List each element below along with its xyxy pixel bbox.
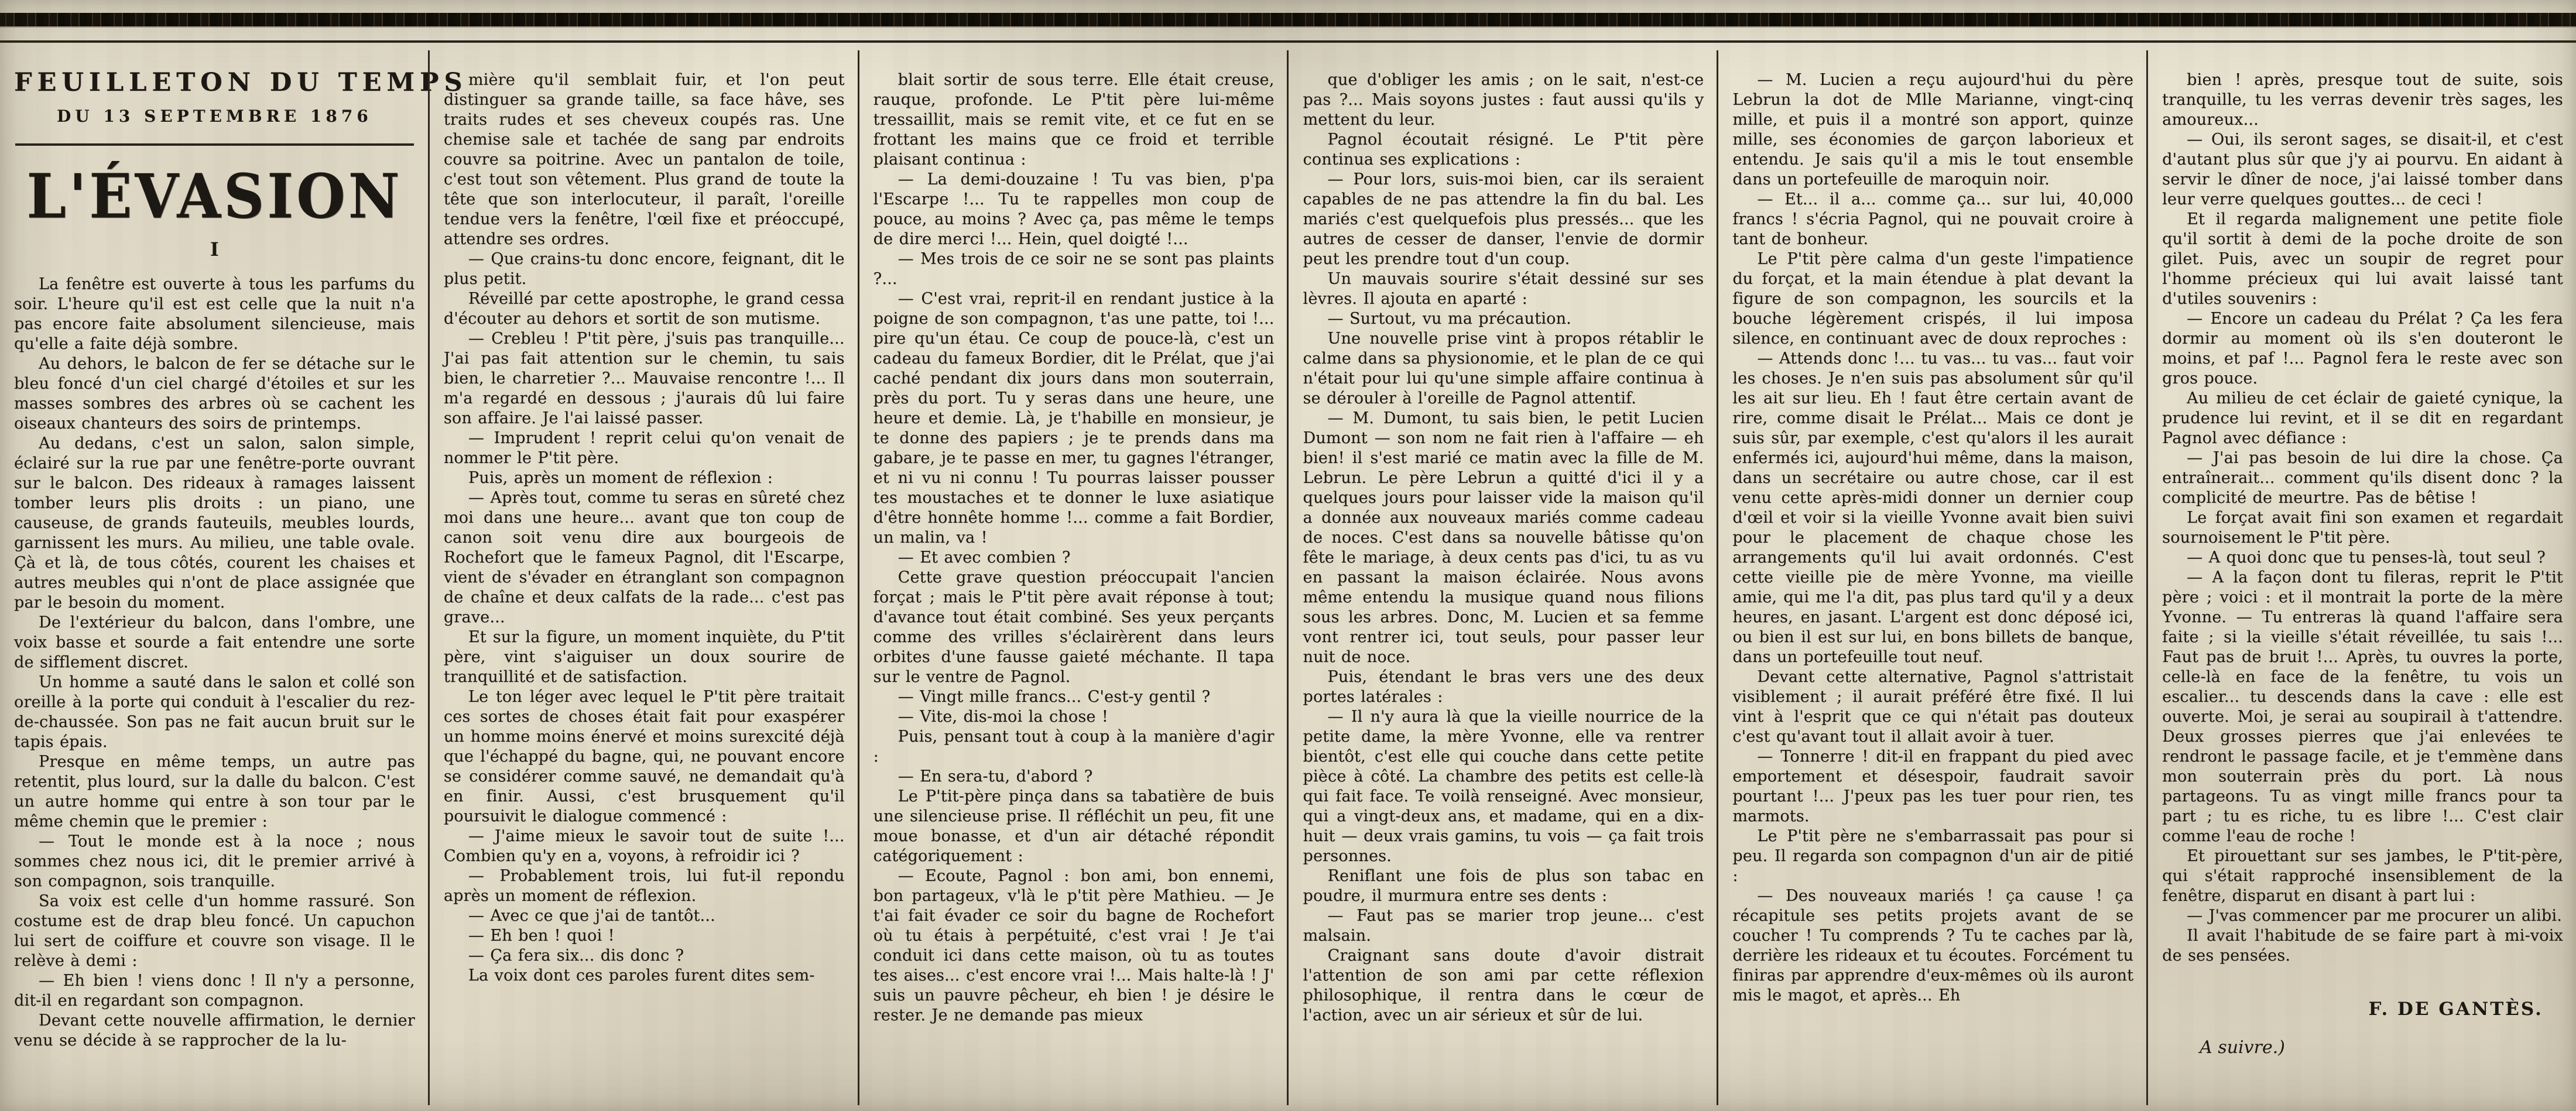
paragraph: — La demi-douzaine ! Tu vas bien, p'pa l'Escarpe !... Tu te rappelles mon coup de pouce, au moins ? Avec ça, pas même le temps de dire merci !... Hein, quel doigté !... bbox=[873, 170, 1275, 248]
paragraph: — Tonnerre ! dit-il en frappant du pied avec emportement et désespoir, faudrait savoir pourtant !... J'peux pas les tuer pour rien, tes marmots. bbox=[1732, 747, 2134, 825]
paragraph: — Imprudent ! reprit celui qu'on venait de nommer le P'tit père. bbox=[443, 429, 845, 467]
column-1 bbox=[0, 50, 468, 1105]
column-4 bbox=[1287, 50, 1717, 1105]
paragraph: — J'aime mieux le savoir tout de suite !... Combien qu'y en a, voyons, à refroidir ici ? bbox=[443, 827, 845, 865]
paragraph: Cette grave question préoccupait l'ancien forçat ; mais le P'tit père avait réponse à tout; d'avance tout était combiné. Ses yeux perçants comme des vrilles s'éclairèrent dans leurs orbites d'une fausse gaieté méchante. Il tapa sur le ventre de Pagnol. bbox=[873, 568, 1275, 686]
column-6-text bbox=[2162, 70, 2563, 966]
paragraph: — Après tout, comme tu seras en sûreté chez moi dans une heure... avant que ton coup de canon soit venu dire aux bourgeois de Rochefort que le fameux Pagnol, dit l'Escarpe, vient de s'évader en étranglant son compagnon de chaîne et deux calfats de la rade... c'est pas grave... bbox=[443, 489, 845, 626]
paragraph: — J'vas commencer par me procurer un alibi. bbox=[2187, 907, 2562, 925]
paragraph: — Des nouveaux mariés ! ça cause ! ça récapitule ses petits projets avant de se coucher ! Tu comprends ? Tu te caches par là, derrière les rideaux et tu écoutes. Forcément tu finiras par apprendre d'eux-mêmes où ils auront mis le magot, et après... Eh bbox=[1732, 887, 2134, 1004]
paragraph: Presque en même temps, un autre pas retentit, plus lourd, sur la dalle du balcon. C'est un autre homme qui entre à son tour par le même chemin que le premier : bbox=[14, 752, 415, 831]
paragraph: Il avait l'habitude de se faire part à mi-voix de ses pensées. bbox=[2162, 927, 2563, 965]
paragraph: — Faut pas se marier trop jeune... c'est malsain. bbox=[1303, 907, 1704, 945]
author-signature: F. DE GANTÈS. bbox=[2368, 999, 2543, 1020]
paragraph: Puis, après un moment de réflexion : bbox=[468, 469, 773, 487]
paragraph: — Surtout, vu ma précaution. bbox=[1327, 310, 1571, 328]
paragraph: — Oui, ils seront sages, se disait-il, et c'est d'autant plus sûr que j'y ai pourvu. En aidant à servir le dîner de noce, j'ai laissé tomber dans leur verre quelques gouttes... de ceci ! bbox=[2162, 131, 2563, 208]
paragraph: La voix dont ces paroles furent dites sem- bbox=[468, 966, 815, 985]
paragraph: que d'obliger les amis ; on le sait, n'est-ce pas ?... Mais soyons justes : faut aussi qu'ils y mettent du leur. bbox=[1303, 71, 1704, 129]
paragraph: Au dedans, c'est un salon, salon simple, éclairé sur la rue par une fenêtre-porte ouvrant sur le balcon. Des rideaux à ramages laissent tomber leurs plis droits : un piano, une causeuse, de grands fauteuils, meubles lourds, garnissent les murs. Au milieu, une table ovale. Çà et là, de tous côtés, courent les chaises et autres meubles qui n'ont de place assignée que par le besoin du moment. bbox=[14, 434, 415, 612]
masthead-title: FEUILLETON DU TEMPS bbox=[14, 68, 468, 97]
paragraph: Le forçat avait fini son examen et regardait sournoisement le P'tit père. bbox=[2162, 509, 2563, 547]
column-3 bbox=[858, 50, 1287, 1105]
paragraph: Un homme a sauté dans le salon et collé son oreille à la porte qui conduit à l'escalier du rez-de-chaussée. Son pas ne fait aucun bruit sur le tapis épais. bbox=[14, 673, 415, 751]
paragraph: Au dehors, le balcon de fer se détache sur le bleu foncé d'un ciel chargé d'étoiles et sur les masses sombres des arbres où se cachent les oiseaux chanteurs des soirs de printemps. bbox=[14, 354, 415, 433]
paragraph: Et pirouettant sur ses jambes, le P'tit-père, qui s'était rapproché insensiblement de la fenêtre, disparut en disant à part lui : bbox=[2162, 847, 2563, 905]
paragraph: Le ton léger avec lequel le P'tit père traitait ces sortes de choses était fait pour exaspérer un homme moins énervé et moins surexcité déjà que l'échappé du bagne, qui, ne pouvant encore se considérer comme sauvé, ne demandait qu'à en finir. Aussi, c'est brusquement qu'il poursuivit le dialogue commencé : bbox=[443, 688, 845, 825]
paragraph: Le P'tit père ne s'embarrassait pas pour si peu. Il regarda son compagnon d'un air de pitié : bbox=[1732, 827, 2134, 885]
continuation-note: A suivre.) bbox=[2200, 1037, 2285, 1058]
paragraph: Puis, pensant tout à coup à la manière d'agir : bbox=[873, 728, 1275, 766]
paragraph: La fenêtre est ouverte à tous les parfums du soir. L'heure qu'il est est celle que la nuit n'a pas encore faite absolument silencieuse, mais qu'elle a faite déjà sombre. bbox=[14, 275, 415, 353]
paragraph: Un mauvais sourire s'était dessiné sur ses lèvres. Il ajouta en aparté : bbox=[1303, 270, 1704, 308]
paragraph: — Vingt mille francs... C'est-y gentil ? bbox=[898, 688, 1211, 706]
masthead-top-line bbox=[0, 40, 2576, 43]
paragraph: bien ! après, presque tout de suite, sois tranquille, tu les verras devenir très sages, les amoureux... bbox=[2162, 71, 2563, 129]
paragraph: — Tout le monde est à la noce ; nous sommes chez nous ici, dit le premier arrivé à son compagnon, sois tranquille. bbox=[14, 832, 415, 890]
paragraph: — Il n'y aura là que la vieille nourrice de la petite dame, la mère Yvonne, elle va rentrer bientôt, c'est elle qui couche dans cette petite pièce à côté. La chambre des petits est celle-là qui fait face. Te voilà renseigné. Avec monsieur, qui a vingt-deux ans, et madame, qui en a dix-huit — deux vrais gamins, tu vois — ça fait trois personnes. bbox=[1303, 708, 1704, 865]
paragraph: — Attends donc !... tu vas... tu vas... faut voir les choses. Je n'en suis pas absolument sûr qu'il les ait sur lieu. Eh ! faut être certain avant de rire, comme disait le Prélat... Mais ce dont je suis sûr, par exemple, c'est qu'alors il les aurait enfermés ici, aujourd'hui même, dans la maison, dans un secrétaire ou autre chose, car il est venu cette après-midi donner un dernier coup d'œil et voir si la vieille Yvonne avait bien suivi pour le placement de chaque chose les arrangements qu'il lui avait ordonnés. C'est cette vieille pie de mère Yvonne, ma vieille amie, qui me l'a dit, pas plus tard qu'il y a deux heures, en jasant. L'argent est donc déposé ici, ou bien il est sur lui, en bons billets de banque, dans un portefeuille tout neuf. bbox=[1732, 349, 2134, 666]
paragraph: Une nouvelle prise vint à propos rétablir le calme dans sa physionomie, et le plan de ce qui n'était pour lui qu'une simple affaire continua à se dérouler à l'oreille de Pagnol attentif. bbox=[1303, 330, 1704, 407]
paragraph: Puis, étendant le bras vers une des deux portes latérales : bbox=[1303, 668, 1704, 706]
paragraph: Réveillé par cette apostrophe, le grand cessa d'écouter au dehors et sortit de son mutisme. bbox=[443, 290, 845, 328]
paragraph: Devant cette alternative, Pagnol s'attristait visiblement ; il aurait préféré être fixé. Il lui vint à l'esprit que ce qui n'était pas douteux c'est qu'avant tout il allait avoir à tuer. bbox=[1732, 668, 2134, 746]
paragraph: Et il regarda malignement une petite fiole qu'il sortit à demi de la poche droite de son gilet. Puis, avec un soupir de regret pour l'homme précieux qui lui avait laissé tant d'utiles souvenirs : bbox=[2162, 210, 2563, 308]
paragraph: — C'est vrai, reprit-il en rendant justice à la poigne de son compagnon, t'as une patte, toi !... pire qu'un étau. Ce coup de pouce-là, c'est un cadeau du fameux Bordier, dit le Prélat, que j'ai caché pendant dix jours dans mon souterrain, près du port. Tu y seras dans une heure, une heure et demie. Là, je t'habille en monsieur, je te donne des papiers ; je te prends dans ma gabare, je te passe en mer, tu gagnes l'étranger, et ni vu ni connu ! Tu pourras laisser pousser tes moustaches et te donner le luxe asiatique d'être honnête homme !... comme a fait Bordier, un malin, va ! bbox=[873, 290, 1275, 547]
paragraph: De l'extérieur du balcon, dans l'ombre, une voix basse et sourde a fait entendre une sorte de sifflement discret. bbox=[14, 613, 415, 671]
paragraph: Devant cette nouvelle affirmation, le dernier venu se décide à se rapprocher de la lu- bbox=[14, 1011, 415, 1050]
column-4-text bbox=[1303, 70, 1704, 1026]
column-2 bbox=[428, 50, 858, 1105]
masthead-top-rule bbox=[0, 13, 2576, 26]
paragraph: — Que crains-tu donc encore, feignant, dit le plus petit. bbox=[443, 250, 845, 288]
paragraph: — Vite, dis-moi la chose ! bbox=[898, 708, 1108, 726]
paragraph: — Ecoute, Pagnol : bon ami, bon ennemi, bon partageux, v'là le p'tit père Mathieu. — Je t'ai fait évader ce soir du bagne de Rochefort où tu étais à perpétuité, c'est vrai ! Je t'ai conduit ici dans cette maison, où tu as toutes tes aises... c'est encore vrai !... Mais halte-là ! J' suis un pauvre pêcheur, eh bien ! je désire le rester. Je ne demande pas mieux bbox=[873, 867, 1275, 1024]
paragraph: Et sur la figure, un moment inquiète, du P'tit père, vint s'aiguiser un doux sourire de tranquillité et de satisfaction. bbox=[443, 628, 845, 686]
paragraph: — M. Lucien a reçu aujourd'hui du père Lebrun la dot de Mlle Marianne, vingt-cinq mille, et puis il a montré son apport, quinze mille, ses économies de garçon laborieux et entendu. Je sais qu'il a mis le tout ensemble dans un portefeuille de maroquin noir. bbox=[1732, 71, 2134, 188]
paragraph: — A la façon dont tu fileras, reprit le P'tit père ; voici : et il montrait la porte de la mère Yvonne. — Tu entreras là quand l'affaire sera faite ; si la vieille s'était réveillée, tu sais !... Faut pas de bruit !... Après, tu ouvres la porte, celle-là en face de la fenêtre, tu vois un escalier... tu descends dans la cave : elle est ouverte. Moi, je serai au soupirail à t'attendre. Deux grosses pierres que j'ai enlevées te rendront le passage facile, et je t'emmène dans mon souterrain près du port. Là nous partageons. Tu as vingt mille francs pour ta part ; tu es riche, tu es libre !... C'est clair comme l'eau de roche ! bbox=[2162, 568, 2563, 845]
paragraph: Au milieu de cet éclair de gaieté cynique, la prudence lui revint, et il se dit en regardant Pagnol avec défiance : bbox=[2162, 389, 2563, 447]
paragraph: — M. Dumont, tu sais bien, le petit Lucien Dumont — son nom ne fait rien à l'affaire — eh bien! il s'est marié ce matin avec la fille de M. Lebrun. Le père Lebrun a quitté d'ici il y a quelques jours pour laisser vide la maison qu'il a donnée aux nouveaux mariés comme cadeau de noces. C'est dans sa nouvelle bâtisse qu'on fête le mariage, à deux cents pas d'ici, tu as vu en passant la maison éclairée. Nous avons même entendu la musique quand nous filions sous les arbres. Donc, M. Lucien et sa femme vont rentrer ici, tout seuls, pour passer leur nuit de noce. bbox=[1303, 409, 1704, 666]
paragraph: — Eh ben ! quoi ! bbox=[468, 927, 615, 945]
paragraph: Le P'tit père calma d'un geste l'impatience du forçat, et la main étendue à plat devant la figure de son compagnon, les sourcils et la bouche légèrement crispés, il lui imposa silence, en continuant avec de doux reproches : bbox=[1732, 250, 2134, 348]
paragraph: — Encore un cadeau du Prélat ? Ça les fera dormir au moment où ils s'en douteront le moins, et paf !... Pagnol fera le reste avec son gros pouce. bbox=[2162, 310, 2563, 388]
paragraph: Craignant sans doute d'avoir distrait l'attention de son ami par cette réflexion philosophique, il rentra dans le cœur de l'action, avec un air sérieux et sûr de lui. bbox=[1303, 947, 1704, 1024]
column-6 bbox=[2146, 50, 2576, 1105]
paragraph: Sa voix est celle d'un homme rassuré. Son costume est de drap bleu foncé. Un capuchon lui sert de coiffure et couvre son visage. Il le relève à demi : bbox=[14, 891, 415, 970]
feuilleton-header bbox=[14, 68, 468, 260]
paragraph: mière qu'il semblait fuir, et l'on peut distinguer sa grande taille, sa face hâve, ses traits rudes et ses cheveux coupés ras. Une chemise sale et tachée de sang par endroits couvre sa poitrine. Avec un pantalon de toile, c'est tout son vêtement. Plus grand de toute la tête que son interlocuteur, il paraît, l'oreille tendue vers la fenêtre, l'œil fixe et préoccupé, attendre ses ordres. bbox=[443, 71, 845, 248]
newspaper-page bbox=[0, 50, 2576, 1105]
paragraph: — Mes trois de ce soir ne se sont pas plaints ?... bbox=[873, 250, 1275, 288]
paragraph: Pagnol écoutait résigné. Le P'tit père continua ses explications : bbox=[1303, 131, 1704, 169]
paragraph: — Crebleu ! P'tit père, j'suis pas tranquille... J'ai pas fait attention sur le chemin, tu sais bien, le charretier ?... Mauvaise rencontre !... Il m'a regardé en dessous ; j'aurais dû lui faire son affaire. Je l'ai laissé passer. bbox=[443, 330, 845, 427]
column-1-text bbox=[14, 275, 415, 1051]
novel-title: L'ÉVASION bbox=[26, 160, 403, 232]
column-5 bbox=[1717, 50, 2146, 1105]
paragraph: Reniflant une fois de plus son tabac en poudre, il murmura entre ses dents : bbox=[1303, 867, 1704, 905]
column-3-text bbox=[873, 70, 1275, 1026]
column-5-text bbox=[1732, 70, 2133, 1006]
paragraph: blait sortir de sous terre. Elle était creuse, rauque, profonde. Le P'tit père lui-même tressaillit, mais se remit vite, et ce fut en se frottant les mains que ce froid et terrible plaisant continua : bbox=[873, 71, 1275, 169]
paragraph: — Ça fera six... dis donc ? bbox=[468, 947, 684, 965]
chapter-numeral: I bbox=[210, 238, 219, 260]
masthead-date: DU 13 SEPTEMBRE 1876 bbox=[56, 107, 372, 126]
paragraph: — A quoi donc que tu penses-là, tout seul ? bbox=[2187, 548, 2546, 567]
column-2-text bbox=[444, 70, 845, 986]
paragraph: — Et avec combien ? bbox=[898, 548, 1071, 567]
paragraph: — J'ai pas besoin de lui dire la chose. Ça entraînerait... comment qu'ils disent donc ? la complicité de meurtre. Pas de bêtise ! bbox=[2162, 449, 2563, 507]
paragraph: — Eh bien ! viens donc ! Il n'y a personne, dit-il en regardant son compagnon. bbox=[14, 971, 415, 1010]
paragraph: — En sera-tu, d'abord ? bbox=[898, 767, 1093, 786]
paragraph: — Pour lors, suis-moi bien, car ils seraient capables de ne pas attendre la fin du bal. Les mariés c'est quelquefois plus pressés... que les autres de cesser de danser, l'envie de dormir peut les prendre tout d'un coup. bbox=[1303, 170, 1704, 268]
masthead-rule bbox=[15, 143, 414, 146]
paragraph: — Et... il a... comme ça... sur lui, 40,000 francs ! s'écria Pagnol, qui ne pouvait croire à tant de bonheur. bbox=[1732, 190, 2134, 248]
paragraph: Le P'tit-père pinça dans sa tabatière de buis une silencieuse prise. Il réfléchit un peu, fit une moue bonasse, et d'un air détaché répondit catégoriquement : bbox=[873, 787, 1275, 865]
paragraph: — Probablement trois, lui fut-il repondu après un moment de réflexion. bbox=[443, 867, 845, 905]
paragraph: — Avec ce que j'ai de tantôt... bbox=[468, 907, 715, 925]
